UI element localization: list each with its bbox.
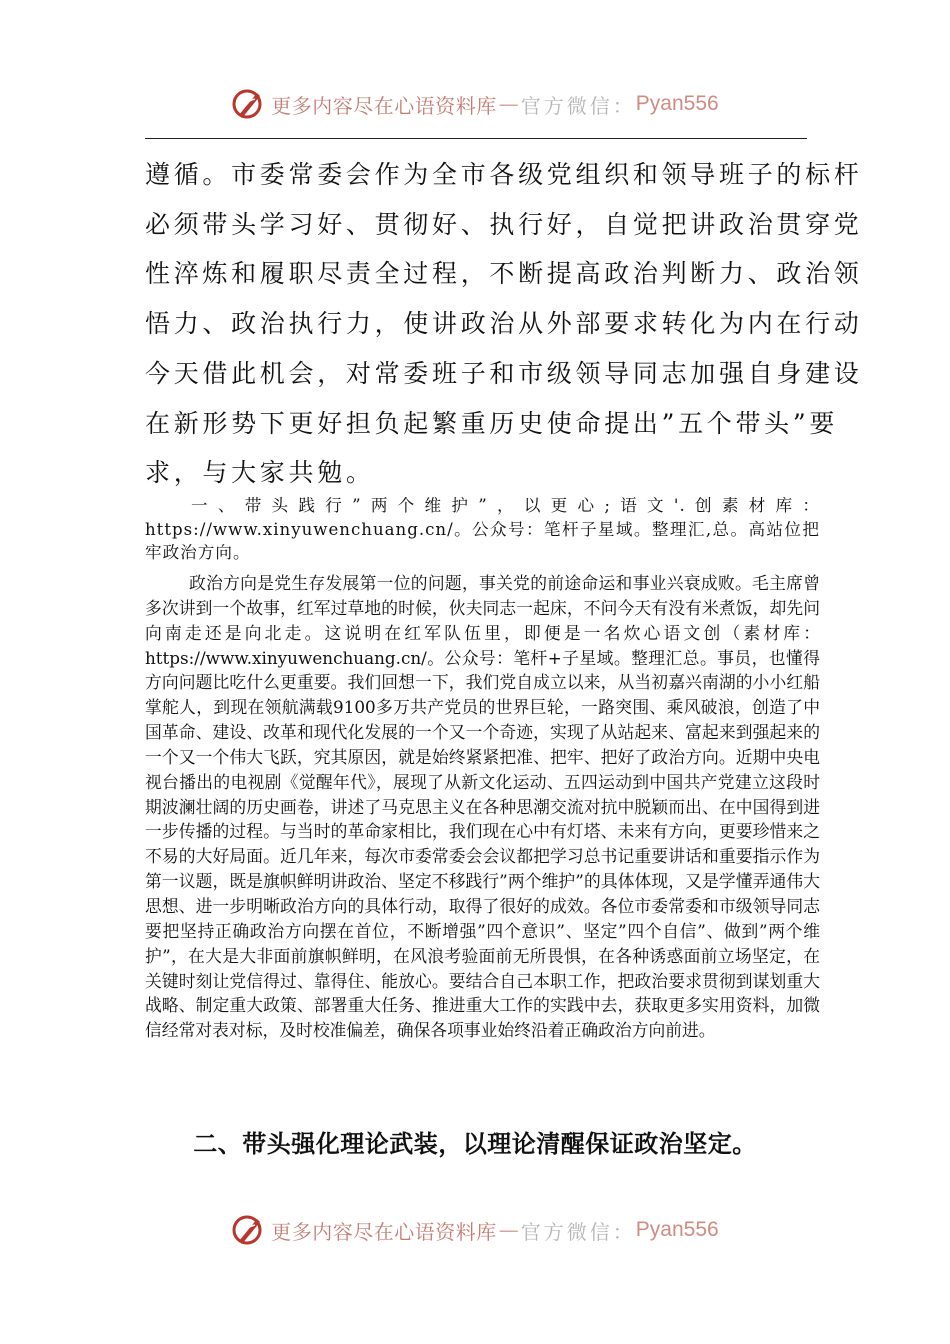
intro-line: 性淬炼和履职尽责全过程，不断提高政治判断力、政治领: [145, 259, 863, 289]
header-banner: [0, 84, 950, 124]
banner-title: 更多内容尽在心语资料库: [271, 1219, 497, 1244]
banner-wechat-id: Pyan556: [635, 92, 719, 115]
intro-line: 今天借此机会，对常委班子和市级领导同志加强自身建设: [145, 358, 863, 388]
pen-logo-icon: [231, 87, 265, 121]
body-paragraph: 政治方向是党生存发展第一位的问题，事关党的前途命运和事业兴衰成败。毛主席曾多次讲到一个故事，红军过草地的时候，伙夫同志一起床，不问今天有没有米煮饭，却先问向南走还是向北走。这说明在红军队伍里，即便是一名炊心语文创（素材库：https://www.xinyuwenchuang.cn/。公众号：笔杆+子星域。整理汇总。事员，也懂得方向问题比吃什么更重要。我们回想一下，我们党自成立以来，从当初嘉兴南湖的小小红船掌舵人，到现在领航满载9100多万共产党员的世界巨轮，一路突围、乘风破浪，创造了中国革命、建设、改革和现代化发展的一个又一个奇迹，实现了从站起来、富起来到强起来的一个又一个伟大飞跃，究其原因，就是始终紧紧把准、把牢、把好了政治方向。近期中央电视台播出的电视剧《觉醒年代》，展现了从新文化运动、五四运动到中国共产党建立这段时期波澜壮阔的历史画卷，讲述了马克思主义在各种思潮交流对抗中脱颖而出、在中国得到进一步传播的过程。与当时的革命家相比，我们现在心中有灯塔、未来有方向，更要珍惜来之不易的大好局面。近几年来，每次市委常委会会议都把学习总书记重要讲话和重要指示作为第一议题，既是旗帜鲜明讲政治、坚定不移践行”两个维护”的具体体现，又是学懂弄通伟大思想、进一步明晰政治方向的具体行动，取得了很好的成效。各位市委常委和市级领导同志要把坚持正确政治方向摆在首位，不断增强”四个意识”、坚定”四个自信”、做到”两个维护”，在大是大非面前旗帜鲜明，在风浪考验面前无所畏惧，在各种诱惑面前立场坚定，在关键时刻让党信得过、靠得住、能放心。要结合自己本职工作，把政治要求贯彻到谋划重大战略、制定重大政策、部署重大任务、推进重大工作的实践中去，获取更多实用资料，加微信经常对表对标，及时校准偏差，确保各项事业始终沿着正确政治方向前进。: [145, 573, 820, 1041]
banner-label: 官方微信：: [520, 93, 636, 118]
banner-separator: —: [498, 1218, 519, 1242]
pen-logo-icon: [231, 1213, 265, 1247]
banner-label: 官方微信：: [520, 1219, 636, 1244]
header-divider: [145, 138, 807, 139]
sub-heading: 一、带头践行”两个维护”，以更心;语文'.创素材库：https://www.xinyuwenchuang.cn/。公众号：笔杆子星域。整理汇,总。高站位把牢政治方向。: [145, 496, 820, 562]
banner-title: 更多内容尽在心语资料库: [271, 93, 497, 118]
footer-banner: [0, 1210, 950, 1250]
section-title: 二、带头强化理论武装，以理论清醒保证政治坚定。: [193, 1130, 757, 1158]
intro-line: 在新形势下更好担负起繁重历史使命提出”五个带头”要: [145, 408, 839, 438]
intro-line: 求，与大家共勉。: [145, 458, 375, 488]
intro-line: 必须带头学习好、贯彻好、执行好，自觉把讲政治贯穿党: [145, 209, 863, 239]
banner-separator: —: [498, 92, 519, 116]
intro-paragraph: [145, 150, 863, 498]
banner-wechat-id: Pyan556: [635, 1218, 719, 1241]
intro-line: 悟力、政治执行力，使讲政治从外部要求转化为内在行动: [145, 309, 863, 339]
intro-line: 遵循。市委常委会作为全市各级党组织和领导班子的标杆: [145, 160, 863, 189]
